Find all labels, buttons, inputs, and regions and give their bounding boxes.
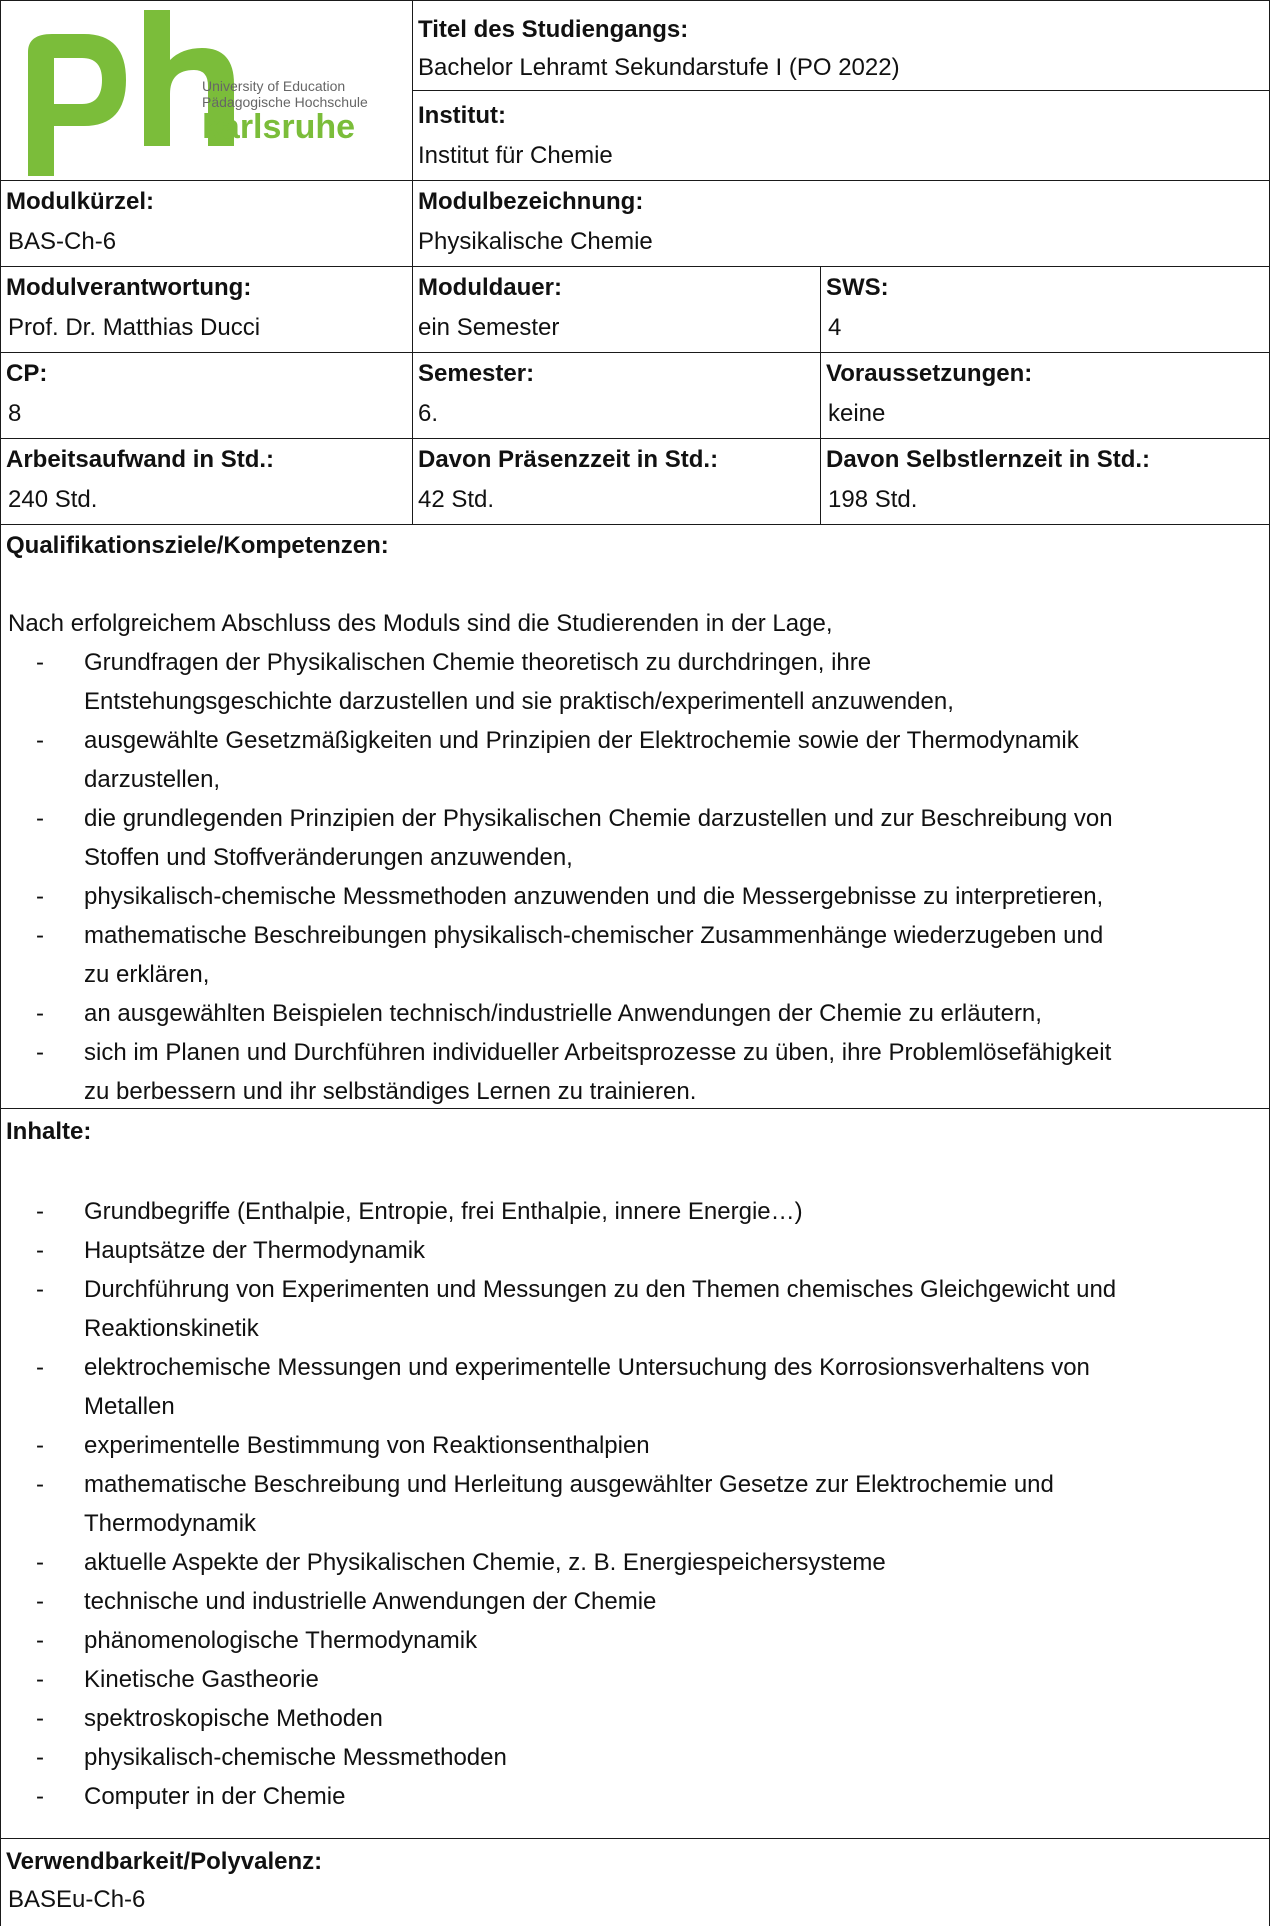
institut-label: Institut: <box>418 102 506 129</box>
moduldauer-label: Moduldauer: <box>418 274 562 301</box>
inhalte-item-text: phänomenologische Thermodynamik <box>84 1627 478 1654</box>
qualifikation-item-text: sich im Planen und Durchführen individueller Arbeitsprozesse zu üben, ihre Problemlösefähigkeit <box>84 1039 1112 1066</box>
logo-line-1: University of Education <box>202 78 346 94</box>
verwendbarkeit-label: Verwendbarkeit/Polyvalenz: <box>6 1848 323 1875</box>
voraussetzungen-label: Voraussetzungen: <box>826 360 1033 387</box>
inhalte-label: Inhalte: <box>6 1118 92 1145</box>
institut-value: Institut für Chemie <box>418 142 613 169</box>
modulbezeichnung-label: Modulbezeichnung: <box>418 188 644 215</box>
qualifikation-bullet: - <box>36 883 44 910</box>
titel-value: Bachelor Lehramt Sekundarstufe I (PO 2022) <box>418 54 900 81</box>
rule-header-bottom <box>0 180 1270 181</box>
rule-col-2 <box>820 266 821 524</box>
qualifikation-bullet: - <box>36 727 44 754</box>
inhalte-bullet: - <box>36 1627 44 1654</box>
praesenzzeit-label: Davon Präsenzzeit in Std.: <box>418 446 719 473</box>
modulkuerzel-value: BAS-Ch-6 <box>8 228 117 255</box>
qualifikation-item-text: die grundlegenden Prinzipien der Physikalischen Chemie darzustellen und zur Beschreibung von <box>84 805 1113 832</box>
inhalte-bullet: - <box>36 1471 44 1498</box>
inhalte-item-text: experimentelle Bestimmung von Reaktionsenthalpien <box>84 1432 650 1459</box>
modulkuerzel-label: Modulkürzel: <box>6 188 154 215</box>
qualifikation-item-text: an ausgewählten Beispielen technisch/industrielle Anwendungen der Chemie zu erläutern, <box>84 1000 1042 1027</box>
logo-line-2: Pädagogische Hochschule <box>202 94 368 110</box>
inhalte-bullet: - <box>36 1276 44 1303</box>
sws-value: 4 <box>828 314 842 341</box>
qualifikation-item-text: mathematische Beschreibungen physikalisch-chemischer Zusammenhänge wiederzugeben und <box>84 922 1104 949</box>
inhalte-bullet: - <box>36 1237 44 1264</box>
rule-col-1 <box>412 0 413 524</box>
cp-label: CP: <box>6 360 48 387</box>
selbstlernzeit-value: 198 Std. <box>828 486 918 513</box>
modulbezeichnung-value: Physikalische Chemie <box>418 228 653 255</box>
qualifikation-bullet: - <box>36 805 44 832</box>
qualifikation-bullet: - <box>36 1000 44 1027</box>
qualifikation-bullet: - <box>36 1039 44 1066</box>
qualifikation-item-text: zu erklären, <box>84 961 210 988</box>
rule-row-5 <box>0 524 1270 525</box>
rule-row-4 <box>0 438 1270 439</box>
moduldauer-value: ein Semester <box>418 314 560 341</box>
semester-value: 6. <box>418 400 439 427</box>
inhalte-item-text: spektroskopische Methoden <box>84 1705 383 1732</box>
semester-label: Semester: <box>418 360 535 387</box>
rule-row-3 <box>0 352 1270 353</box>
qualifikation-item-text: physikalisch-chemische Messmethoden anzuwenden und die Messergebnisse zu interpretieren, <box>84 883 1104 910</box>
inhalte-item-text: Hauptsätze der Thermodynamik <box>84 1237 426 1264</box>
qualifikation-item-text: Stoffen und Stoffveränderungen anzuwenden, <box>84 844 573 871</box>
inhalte-item-text: mathematische Beschreibung und Herleitung ausgewählter Gesetze zur Elektrochemie und <box>84 1471 1054 1498</box>
modulverantwortung-label: Modulverantwortung: <box>6 274 252 301</box>
titel-label: Titel des Studiengangs: <box>418 16 689 43</box>
rule-inhalte-bottom <box>0 1838 1270 1839</box>
qualifikation-item-text: Entstehungsgeschichte darzustellen und sie praktisch/experimentell anzuwenden, <box>84 688 954 715</box>
rule-left <box>0 0 1 1926</box>
inhalte-bullet: - <box>36 1705 44 1732</box>
qualifikation-item-text: Grundfragen der Physikalischen Chemie theoretisch zu durchdringen, ihre <box>84 649 872 676</box>
qualifikation-item-text: ausgewählte Gesetzmäßigkeiten und Prinzipien der Elektrochemie sowie der Thermodynamik <box>84 727 1079 754</box>
qualifikation-item-text: darzustellen, <box>84 766 221 793</box>
inhalte-bullet: - <box>36 1588 44 1615</box>
cp-value: 8 <box>8 400 22 427</box>
inhalte-bullet: - <box>36 1744 44 1771</box>
inhalte-bullet: - <box>36 1783 44 1810</box>
inhalte-item-text: technische und industrielle Anwendungen der Chemie <box>84 1588 657 1615</box>
qualifikation-item-text: zu berbessern und ihr selbständiges Lernen zu trainieren. <box>84 1078 697 1105</box>
voraussetzungen-value: keine <box>828 400 886 427</box>
inhalte-bullet: - <box>36 1666 44 1693</box>
arbeitsaufwand-value: 240 Std. <box>8 486 98 513</box>
inhalte-item-text: Thermodynamik <box>84 1510 257 1537</box>
rule-right <box>1269 0 1270 1926</box>
inhalte-item-text: Durchführung von Experimenten und Messungen zu den Themen chemisches Gleichgewicht und <box>84 1276 1117 1303</box>
inhalte-item-text: Grundbegriffe (Enthalpie, Entropie, frei Enthalpie, innere Energie…) <box>84 1198 803 1225</box>
inhalte-item-text: Kinetische Gastheorie <box>84 1666 319 1693</box>
inhalte-item-text: aktuelle Aspekte der Physikalischen Chemie, z. B. Energiespeichersysteme <box>84 1549 886 1576</box>
inhalte-bullet: - <box>36 1549 44 1576</box>
inhalte-item-text: physikalisch-chemische Messmethoden <box>84 1744 507 1771</box>
inhalte-bullet: - <box>36 1354 44 1381</box>
inhalte-item-text: Metallen <box>84 1393 175 1420</box>
selbstlernzeit-label: Davon Selbstlernzeit in Std.: <box>826 446 1151 473</box>
rule-titel <box>412 90 1270 91</box>
praesenzzeit-value: 42 Std. <box>418 486 495 513</box>
inhalte-item-text: Computer in der Chemie <box>84 1783 346 1810</box>
ph-karlsruhe-logo <box>14 8 394 178</box>
inhalte-bullet: - <box>36 1198 44 1225</box>
inhalte-item-text: Reaktionskinetik <box>84 1315 259 1342</box>
qualifikation-bullet: - <box>36 922 44 949</box>
qualifikation-intro: Nach erfolgreichem Abschluss des Moduls sind die Studierenden in der Lage, <box>8 610 833 637</box>
modulverantwortung-value: Prof. Dr. Matthias Ducci <box>8 314 261 341</box>
rule-row-2 <box>0 266 1270 267</box>
qualifikation-label: Qualifikationsziele/Kompetenzen: <box>6 532 389 559</box>
inhalte-bullet: - <box>36 1432 44 1459</box>
rule-top <box>0 0 1270 1</box>
logo-line-3: karlsruhe <box>202 108 356 146</box>
arbeitsaufwand-label: Arbeitsaufwand in Std.: <box>6 446 275 473</box>
rule-qualifikation-bottom <box>0 1108 1270 1109</box>
inhalte-item-text: elektrochemische Messungen und experimentelle Untersuchung des Korrosionsverhaltens von <box>84 1354 1090 1381</box>
qualifikation-bullet: - <box>36 649 44 676</box>
sws-label: SWS: <box>826 274 889 301</box>
verwendbarkeit-value: BASEu-Ch-6 <box>8 1886 146 1913</box>
